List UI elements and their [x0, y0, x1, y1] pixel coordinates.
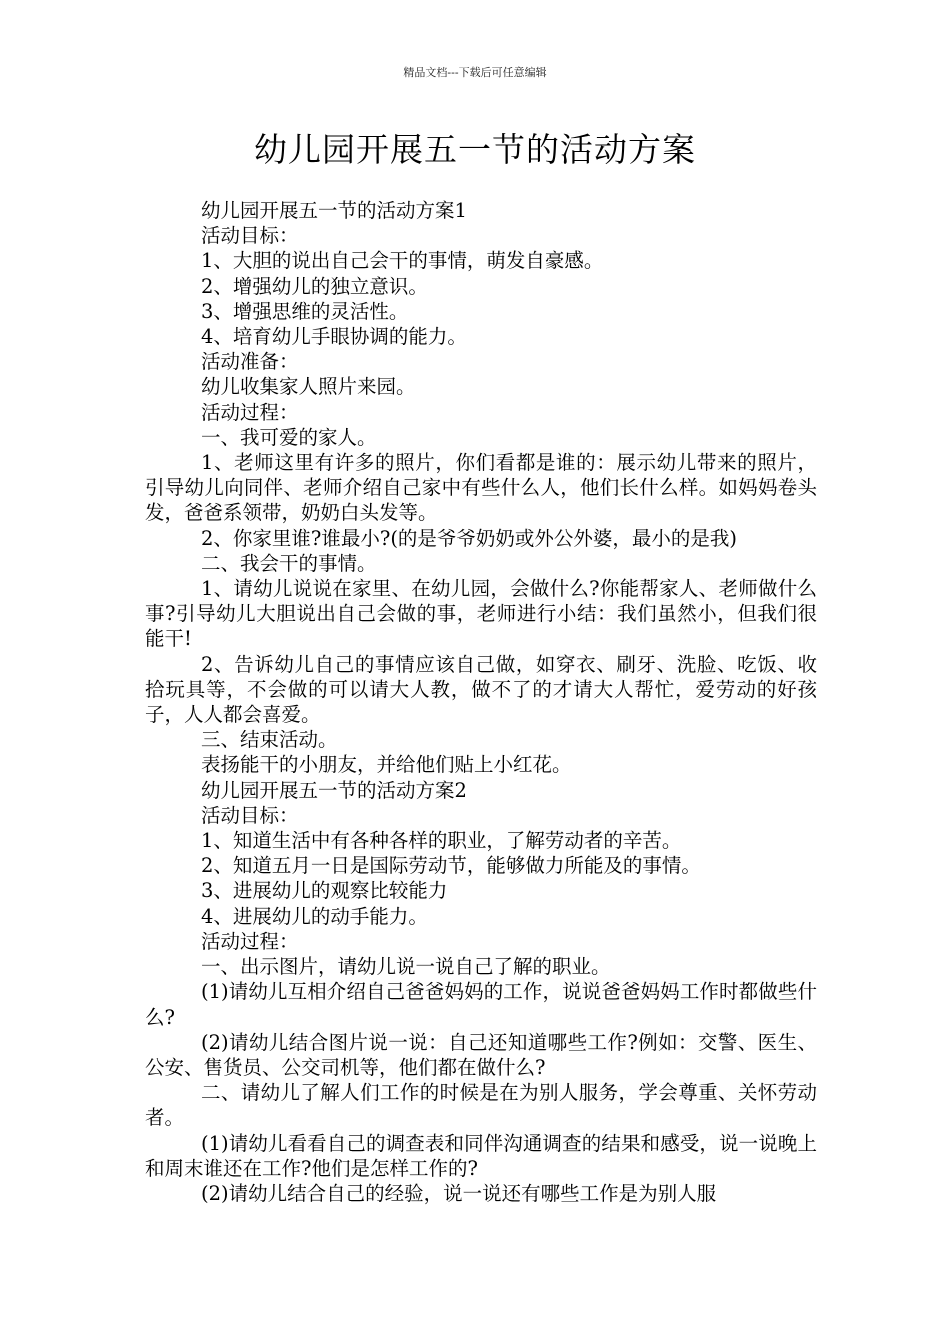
- page-header-note: 精品文档---下载后可任意编辑: [403, 66, 547, 79]
- paragraph: 1、大胆的说出自己会干的事情，萌发自豪感。: [201, 249, 604, 273]
- paragraph: 1、老师这里有许多的照片，你们看都是谁的：展示幼儿带来的照片，引导幼儿向同伴、老师介绍自己家中有些什么人，他们长什么样。如妈妈卷头发，爸爸系领带，奶奶白头发等。: [145, 451, 817, 525]
- paragraph: 2、增强幼儿的独立意识。: [201, 274, 428, 298]
- paragraph: 4、进展幼儿的动手能力。: [201, 904, 428, 928]
- paragraph: (2)请幼儿结合自己的经验，说一说还有哪些工作是为别人服: [201, 1181, 717, 1205]
- paragraph: 4、培育幼儿手眼协调的能力。: [201, 325, 467, 349]
- paragraph: 活动目标：: [201, 224, 299, 248]
- paragraph: 活动准备：: [201, 350, 299, 374]
- paragraph: 二、我会干的事情。: [201, 551, 377, 575]
- paragraph: (1)请幼儿看看自己的调查表和同伴沟通调查的结果和感受，说一说晚上和周末谁还在工作?他们是怎样工作的?: [145, 1131, 817, 1180]
- paragraph: 2、知道五月一日是国际劳动节，能够做力所能及的事情。: [201, 854, 701, 878]
- paragraph: 一、出示图片，请幼儿说一说自己了解的职业。: [201, 955, 611, 979]
- paragraph: 1、请幼儿说说在家里、在幼儿园，会做什么?你能帮家人、老师做什么事?引导幼儿大胆说出自己会做的事，老师进行小结：我们虽然小，但我们很能干!: [145, 577, 817, 651]
- paragraph: 幼儿收集家人照片来园。: [201, 375, 416, 399]
- paragraph: 活动过程：: [201, 400, 299, 424]
- paragraph: (1)请幼儿互相介绍自己爸爸妈妈的工作，说说爸爸妈妈工作时都做些什么?: [145, 980, 817, 1029]
- paragraph: 3、进展幼儿的观察比较能力: [201, 879, 448, 903]
- paragraph: 活动目标：: [201, 803, 299, 827]
- paragraph: 2、你家里谁?谁最小?(的是爷爷奶奶或外公外婆，最小的是我): [201, 526, 738, 550]
- paragraph: 二、请幼儿了解人们工作的时候是在为别人服务，学会尊重、关怀劳动者。: [145, 1081, 817, 1130]
- paragraph: 1、知道生活中有各种各样的职业，了解劳动者的辛苦。: [201, 829, 682, 853]
- paragraph: 活动过程：: [201, 929, 299, 953]
- paragraph: 3、增强思维的灵活性。: [201, 299, 409, 323]
- paragraph: 表扬能干的小朋友，并给他们贴上小红花。: [201, 753, 572, 777]
- paragraph: 幼儿园开展五一节的活动方案2: [201, 778, 467, 802]
- paragraph: 幼儿园开展五一节的活动方案1: [201, 199, 467, 222]
- document-title: 幼儿园开展五一节的活动方案: [254, 130, 696, 169]
- paragraph: 一、我可爱的家人。: [201, 425, 377, 449]
- paragraph: (2)请幼儿结合图片说一说：自己还知道哪些工作?例如：交警、医生、公安、售货员、公交司机等，他们都在做什么?: [145, 1030, 817, 1079]
- document-body: [145, 198, 817, 1206]
- paragraph: 三、结束活动。: [201, 728, 338, 752]
- paragraph: 2、告诉幼儿自己的事情应该自己做，如穿衣、刷牙、洗脸、吃饭、收拾玩具等，不会做的可以请大人教，做不了的才请大人帮忙，爱劳动的好孩子，人人都会喜爱。: [145, 652, 817, 727]
